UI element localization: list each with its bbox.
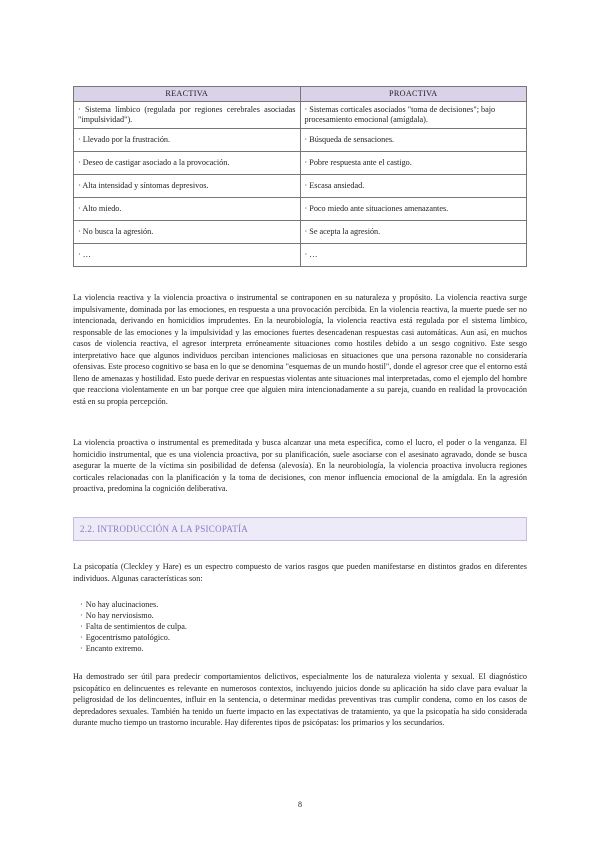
table-row [74,175,527,198]
page-number: 8 [298,800,302,809]
table-header-row [74,87,527,102]
table-row [74,129,527,152]
table-cell: · Se acepta la agresión. [300,221,527,244]
section-heading: 2.2. INTRODUCCIÓN A LA PSICOPATÍA [80,524,249,534]
table-cell: · Pobre respuesta ante el castigo. [300,152,527,175]
header-reactiva: REACTIVA [74,87,301,102]
table-cell: · Escasa ansiedad. [300,175,527,198]
paragraph-psychopathy-utility: Ha demostrado ser útil para predecir comportamientos delictivos, especialmente los de naturaleza violenta y sexual. El diagnóstico psicopático en delincuentes es relevante en numerosos contextos, incluyendo juicios donde su aplicación ha sido clave para evaluar la peligrosidad de los delincuentes, influir en la sentencia, o determinar medidas preventivas tras cumplir condena, como en los casos de depredadores sexuales. También ha tenido un fuerte impacto en las expectativas de tratamiento, ya que la psicopatía ha sido considerada durante mucho tiempo un trastorno incurable. Hay diferentes tipos de psicópatas: los primarios y los secundarios. [73,672,527,727]
table-cell: · Poco miedo ante situaciones amenazantes. [300,198,527,221]
table-row [74,244,527,267]
table-cell: · Sistema límbico (regulada por regiones cerebrales asociadas "impulsividad"). [74,102,301,129]
table-cell: · Alta intensidad y síntomas depresivos. [74,175,301,198]
header-proactiva: PROACTIVA [300,87,527,102]
table-cell: · … [300,244,527,267]
paragraph-reactive-violence: La violencia reactiva y la violencia proactiva o instrumental se contraponen en su naturaleza y propósito. La violencia reactiva surge impulsivamente, dominada por las emociones, en respuesta a una provocación percibida. En la violencia reactiva, la muerte puede ser no intencionada, derivando en homicidios imprudentes. En la neurobiología, la violencia reactiva está regulada por el sistema límbico, responsable de las emociones y la impulsividad y las emociones fuertes desencadenan respuestas casi automáticas. Aun así, en muchos casos de violencia reactiva, el agresor interpreta erróneamente situaciones como hostiles debido a un sesgo cognitivo. Este sesgo interpretativo hace que algunos individuos perciban intenciones maliciosas en situaciones que una persona razonable no consideraría ofensivas. Este proceso cognitivo se basa en lo que se denomina "esquemas de un mundo hostil", donde el agresor cree que el entorno está lleno de amenazas y hostilidad. Esto puede derivar en respuestas violentas ante situaciones mal interpretadas, como el ejemplo del hombre que reacciona violentamente en un bar porque cree que alguien mira intencionadamente a su pareja, cuando en realidad la provocación está en su propia percepción. [73,293,527,406]
table-cell: · No busca la agresión. [74,221,301,244]
paragraph-psychopathy-intro: La psicopatía (Cleckley y Hare) es un espectro compuesto de varios rasgos que pueden manifestarse en distintos grados en diferentes individuos. Algunas características son: [73,562,527,583]
table-row [74,152,527,175]
table-cell: · Búsqueda de sensaciones. [300,129,527,152]
table-row [74,221,527,244]
list-item: · Encanto extremo. [80,643,187,654]
list-item: · Falta de sentimientos de culpa. [80,621,187,632]
list-item: · No hay alucinaciones. [80,599,187,610]
table-cell: · Llevado por la frustración. [74,129,301,152]
section-heading-box [73,517,527,541]
list-item: · No hay nerviosismo. [80,610,187,621]
table-cell: · Alto miedo. [74,198,301,221]
traits-list [80,599,187,654]
table-row [74,198,527,221]
paragraph-proactive-violence: La violencia proactiva o instrumental es premeditada y busca alcanzar una meta específica, como el lucro, el poder o la venganza. El homicidio instrumental, que es una violencia proactiva, por su planificación, suele asociarse con el asesinato agravado, donde se busca asegurar la muerte de la víctima sin posibilidad de defensa (alevosía). En la neurobiología, la violencia proactiva involucra regiones corticales relacionadas con la planificación y la toma de decisiones, con menor influencia emocional de la amígdala. En la agresión proactiva, predomina la cognición deliberativa. [73,438,527,493]
comparison-table [73,86,527,267]
table-cell: · Deseo de castigar asociado a la provocación. [74,152,301,175]
list-item: · Egocentrismo patológico. [80,632,187,643]
table-cell: · Sistemas corticales asociados "toma de decisiones"; bajo procesamiento emocional (amígdala). [300,102,527,129]
table-cell: · … [74,244,301,267]
table-row [74,102,527,129]
